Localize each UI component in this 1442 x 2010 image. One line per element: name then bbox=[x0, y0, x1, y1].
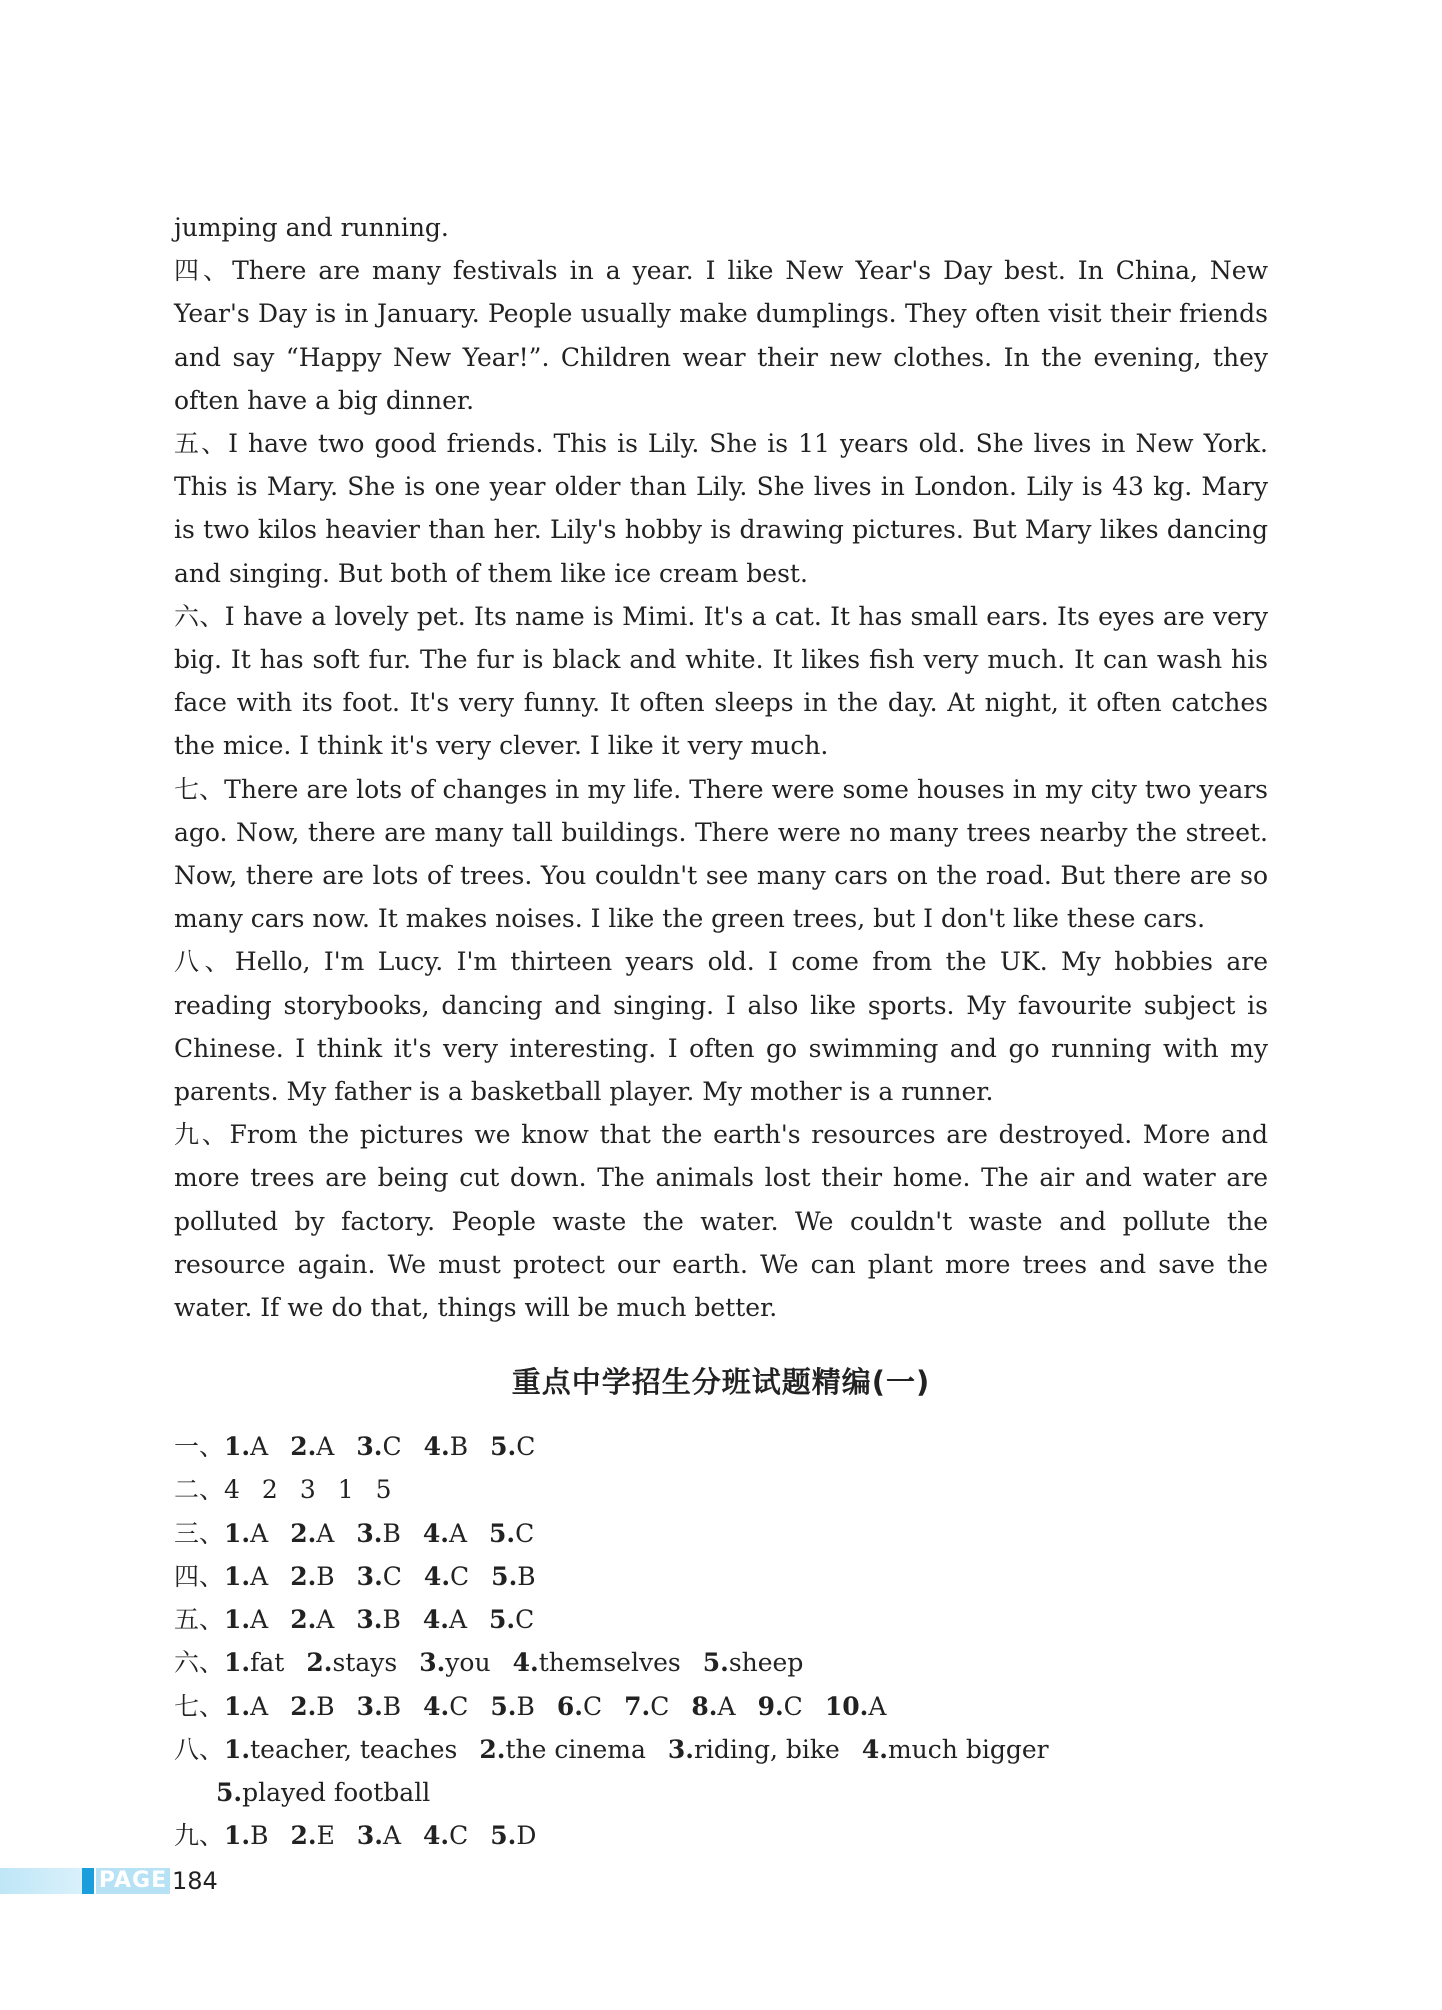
question-number: 四、 bbox=[174, 1561, 225, 1591]
answer-item-number: 4. bbox=[423, 1821, 450, 1851]
answer-line bbox=[174, 1468, 1268, 1511]
answer-item bbox=[338, 1475, 354, 1504]
answer-item-value: C bbox=[382, 1561, 402, 1591]
paragraph-continuation: jumping and running. bbox=[174, 213, 449, 242]
answer-item-value: A bbox=[250, 1561, 269, 1591]
paragraph-9: 九、From the pictures we know that the earth's resources are destroyed. More and more trees are being cut down. The animals lost their home. The air and water are polluted by factory. People waste the water. We couldn't waste and pollute the resource again. We must protect our earth. We can plant more trees and save the water. If we do that, things will be much better. bbox=[174, 1120, 1268, 1323]
answer-item-value: D bbox=[516, 1821, 537, 1851]
answer-item-value: B bbox=[382, 1691, 402, 1721]
paragraph-5: 五、I have two good friends. This is Lily. She is 11 years old. She lives in New York. This is Mary. She is one year older than Lily. She lives in London. Lily is 43 kg. Mary is two kilos heavier than her. Lily's hobby is drawing pictures. But Mary likes dancing and singing. But both of them like ice cream best. bbox=[174, 429, 1268, 588]
question-number: 六、 bbox=[174, 1648, 225, 1678]
answer-item-value: A bbox=[250, 1605, 269, 1635]
answer-item-number: 5. bbox=[489, 1518, 516, 1548]
answer-line bbox=[174, 1598, 1268, 1641]
answer-item-number: 10. bbox=[824, 1691, 869, 1721]
answer-item-number: 4. bbox=[422, 1518, 449, 1548]
answer-item bbox=[490, 1692, 534, 1721]
answer-item bbox=[357, 1692, 401, 1721]
answer-item-value: E bbox=[316, 1821, 335, 1851]
answer-item bbox=[290, 1562, 334, 1591]
answer-item-value: A bbox=[448, 1605, 468, 1635]
answer-item-number: 1. bbox=[224, 1648, 251, 1678]
answer-item-value: C bbox=[515, 1518, 535, 1548]
answer-item-value: B bbox=[516, 1691, 535, 1721]
answer-item bbox=[490, 1432, 535, 1461]
answer-item bbox=[224, 1519, 268, 1548]
answer-item-value: 1 bbox=[337, 1475, 354, 1505]
answer-item-number: 5. bbox=[489, 1605, 516, 1635]
answer-item bbox=[490, 1821, 536, 1850]
answer-item-number: 5. bbox=[490, 1821, 517, 1851]
page-number: 184 bbox=[172, 1867, 218, 1895]
answer-item bbox=[216, 1778, 430, 1807]
answer-item-value: fat bbox=[250, 1648, 285, 1678]
answer-item-value: 5 bbox=[375, 1475, 392, 1505]
answer-item bbox=[300, 1475, 316, 1504]
answer-item-value: A bbox=[250, 1432, 269, 1462]
answer-item-value: A bbox=[250, 1691, 269, 1721]
answer-item-value: C bbox=[382, 1432, 402, 1462]
answer-item-value: teacher, teaches bbox=[250, 1734, 458, 1764]
answer-item-number: 3. bbox=[356, 1691, 383, 1721]
answer-item-value: A bbox=[382, 1821, 402, 1851]
answer-item-value: C bbox=[783, 1691, 803, 1721]
answer-item-value: C bbox=[650, 1691, 670, 1721]
question-number: 三、 bbox=[174, 1518, 225, 1548]
answer-item bbox=[624, 1692, 669, 1721]
answer-item-value: A bbox=[316, 1518, 335, 1548]
answer-item bbox=[356, 1605, 400, 1634]
answer-item bbox=[668, 1735, 840, 1764]
answer-item-value: B bbox=[316, 1561, 335, 1591]
answer-item bbox=[357, 1562, 402, 1591]
answer-item-number: 5. bbox=[490, 1691, 517, 1721]
answer-item-value: C bbox=[449, 1821, 469, 1851]
answer-line bbox=[174, 1555, 1268, 1598]
question-number: 八、 bbox=[174, 1734, 225, 1764]
answer-item-number: 4. bbox=[512, 1648, 539, 1678]
text-body bbox=[174, 206, 1268, 1329]
answer-item-value: played football bbox=[242, 1777, 431, 1807]
answer-item bbox=[290, 1692, 334, 1721]
answer-item bbox=[290, 1519, 334, 1548]
answer-item bbox=[356, 1432, 401, 1461]
answer-item-value: B bbox=[382, 1605, 401, 1635]
answer-item-number: 4. bbox=[423, 1561, 451, 1591]
answer-item-number: 1. bbox=[224, 1605, 251, 1635]
answer-item bbox=[224, 1692, 268, 1721]
answer-item-value: A bbox=[316, 1432, 335, 1462]
answer-item bbox=[513, 1648, 681, 1677]
answer-line bbox=[174, 1512, 1268, 1555]
answer-item-number: 1. bbox=[224, 1518, 251, 1548]
paragraph-6: 六、I have a lovely pet. Its name is Mimi. It's a cat. It has small ears. Its eyes are very big. It has soft fur. The fur is black and white. It likes fish very much. It can wash his face with its foot. It's very funny. It often sleeps in the day. At night, it often catches the mice. I think it's very clever. I like it very much. bbox=[174, 601, 1268, 761]
answer-item bbox=[262, 1475, 278, 1504]
answer-item-number: 3. bbox=[419, 1648, 446, 1678]
answer-item-value: A bbox=[316, 1605, 335, 1635]
answer-item bbox=[479, 1735, 646, 1764]
answer-item-number: 2. bbox=[306, 1648, 333, 1678]
answer-item-value: C bbox=[516, 1432, 536, 1462]
answer-item-number: 1. bbox=[224, 1691, 251, 1721]
answer-item bbox=[224, 1605, 268, 1634]
answer-item-number: 7. bbox=[624, 1691, 651, 1721]
answer-item-number: 1. bbox=[224, 1821, 251, 1851]
answer-item bbox=[557, 1692, 602, 1721]
answer-item bbox=[356, 1519, 400, 1548]
question-number: 一、 bbox=[174, 1432, 225, 1462]
answer-item-value: C bbox=[450, 1561, 470, 1591]
question-number: 五、 bbox=[174, 1605, 225, 1635]
answer-item-number: 5. bbox=[702, 1648, 729, 1678]
answer-item bbox=[224, 1475, 240, 1504]
answer-item bbox=[491, 1562, 535, 1591]
answer-item-number: 2. bbox=[290, 1691, 317, 1721]
answer-item-number: 6. bbox=[556, 1691, 583, 1721]
answer-item-value: B bbox=[250, 1821, 269, 1851]
paragraph-4: 四、There are many festivals in a year. I like New Year's Day best. In China, New Year's Day is in January. People usually make dumplings. They often visit their friends and say “Happy New Year!”. Children wear their new clothes. In the evening, they often have a big dinner. bbox=[174, 256, 1268, 415]
answer-item-number: 8. bbox=[691, 1691, 718, 1721]
answer-item-number: 4. bbox=[422, 1605, 449, 1635]
answer-item bbox=[489, 1519, 534, 1548]
answer-item bbox=[419, 1648, 490, 1677]
answer-item-number: 1. bbox=[224, 1432, 251, 1462]
answer-item bbox=[224, 1648, 284, 1677]
answer-item bbox=[424, 1562, 469, 1591]
answer-item bbox=[423, 1692, 468, 1721]
answer-item-number: 5. bbox=[491, 1561, 518, 1591]
answer-item bbox=[423, 1605, 467, 1634]
answer-line bbox=[174, 1728, 1268, 1771]
page-footer bbox=[0, 1868, 220, 1894]
answer-item bbox=[825, 1692, 887, 1721]
answer-item-value: B bbox=[316, 1691, 335, 1721]
answer-item bbox=[290, 1432, 334, 1461]
question-number: 二、 bbox=[174, 1475, 225, 1505]
answer-item bbox=[862, 1735, 1049, 1764]
answer-item-value: 3 bbox=[299, 1475, 316, 1505]
page-content bbox=[174, 206, 1268, 1857]
paragraph-8: 八、Hello, I'm Lucy. I'm thirteen years old. I come from the UK. My hobbies are reading storybooks, dancing and singing. I also like sports. My favourite subject is Chinese. I think it's very interesting. I often go swimming and go running with my parents. My father is a basketball player. My mother is a runner. bbox=[174, 947, 1268, 1107]
answer-item-value: riding, bike bbox=[693, 1734, 840, 1764]
section-title: 重点中学招生分班试题精编(一) bbox=[511, 1365, 931, 1400]
answer-item bbox=[224, 1432, 268, 1461]
answer-item-number: 5. bbox=[216, 1777, 243, 1807]
answer-line bbox=[174, 1771, 1268, 1814]
answer-item-value: you bbox=[445, 1648, 491, 1678]
answer-item-number: 3. bbox=[356, 1561, 383, 1591]
answer-item-number: 1. bbox=[224, 1734, 251, 1764]
footer-page-label: PAGE bbox=[96, 1868, 170, 1894]
answer-item bbox=[489, 1605, 534, 1634]
answer-item bbox=[224, 1735, 457, 1764]
footer-band bbox=[0, 1868, 82, 1894]
answer-line bbox=[174, 1425, 1268, 1468]
answer-item-value: 4 bbox=[224, 1475, 240, 1505]
answer-item bbox=[306, 1648, 397, 1677]
paragraph-7: 七、There are lots of changes in my life. There were some houses in my city two years ago. Now, there are many tall buildings. There were no many trees nearby the street. Now, there are lots of trees. You couldn't see many cars on the road. But there are so many cars now. It makes noises. I like the green trees, but I don't like these cars. bbox=[174, 774, 1268, 934]
answer-item bbox=[423, 1821, 468, 1850]
answer-item-number: 2. bbox=[290, 1821, 317, 1851]
answer-item-number: 4. bbox=[423, 1432, 450, 1462]
answer-item bbox=[424, 1432, 468, 1461]
answer-item bbox=[357, 1821, 401, 1850]
answer-item bbox=[224, 1821, 268, 1850]
answer-item-value: themselves bbox=[538, 1648, 681, 1678]
answer-line bbox=[174, 1814, 1268, 1857]
answer-item-value: sheep bbox=[728, 1648, 804, 1678]
answer-item-number: 3. bbox=[667, 1734, 694, 1764]
answer-item-value: B bbox=[382, 1518, 401, 1548]
answer-item-number: 4. bbox=[861, 1734, 888, 1764]
answer-item bbox=[758, 1692, 803, 1721]
answer-item-number: 4. bbox=[423, 1691, 450, 1721]
answer-item bbox=[291, 1821, 335, 1850]
answer-item-value: B bbox=[517, 1561, 536, 1591]
answer-item-value: C bbox=[515, 1605, 535, 1635]
question-number: 九、 bbox=[174, 1821, 225, 1851]
answer-item-value: stays bbox=[332, 1648, 398, 1678]
answer-item bbox=[691, 1692, 735, 1721]
answer-item bbox=[290, 1605, 334, 1634]
answer-item-number: 2. bbox=[290, 1605, 317, 1635]
answer-item bbox=[224, 1562, 268, 1591]
answer-item-value: C bbox=[583, 1691, 603, 1721]
answer-item-number: 9. bbox=[757, 1691, 784, 1721]
answer-item-number: 3. bbox=[356, 1518, 383, 1548]
answer-item-number: 3. bbox=[356, 1605, 383, 1635]
answer-item-value: 2 bbox=[261, 1475, 278, 1505]
question-number: 七、 bbox=[174, 1691, 225, 1721]
answer-item-value: A bbox=[868, 1691, 887, 1721]
answer-line bbox=[174, 1685, 1268, 1728]
footer-marker bbox=[82, 1868, 94, 1894]
answer-item bbox=[423, 1519, 467, 1548]
answer-item-number: 2. bbox=[290, 1518, 317, 1548]
answer-item-value: B bbox=[449, 1432, 469, 1462]
answer-item-number: 3. bbox=[356, 1821, 383, 1851]
answer-item-value: C bbox=[449, 1691, 469, 1721]
answer-item-number: 2. bbox=[290, 1432, 317, 1462]
answer-item-value: much bigger bbox=[887, 1734, 1049, 1764]
answer-item-value: A bbox=[448, 1518, 468, 1548]
answer-key bbox=[174, 1425, 1268, 1857]
answer-item bbox=[703, 1648, 804, 1677]
answer-item-number: 2. bbox=[479, 1734, 506, 1764]
answer-item-number: 3. bbox=[356, 1432, 383, 1462]
answer-item bbox=[376, 1475, 392, 1504]
answer-item-value: the cinema bbox=[505, 1734, 646, 1764]
answer-item-value: A bbox=[717, 1691, 736, 1721]
answer-item-number: 5. bbox=[490, 1432, 517, 1462]
answer-line bbox=[174, 1641, 1268, 1684]
answer-item-number: 2. bbox=[290, 1561, 317, 1591]
answer-item-number: 1. bbox=[224, 1561, 251, 1591]
answer-item-value: A bbox=[250, 1518, 269, 1548]
